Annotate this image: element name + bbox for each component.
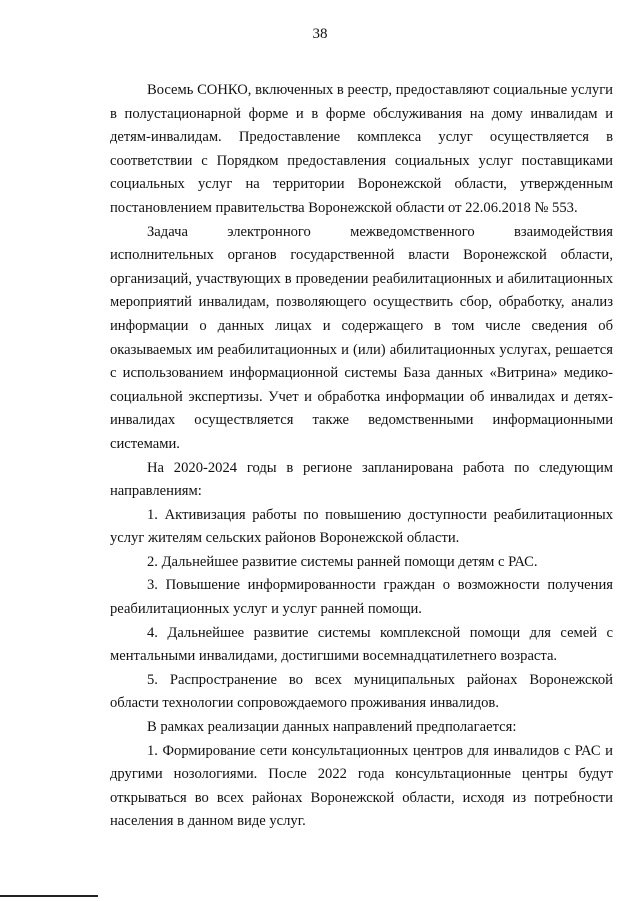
list-item-measure-1: 1. Формирование сети консультационных центров для инвалидов с РАС и другими нозологиями. После 2022 года консультационные центры будут открываться во всех районах Воронежской области, исходя из потребности населения в данном виде услуг. [110, 742, 613, 830]
page-number: 38 [312, 26, 328, 42]
list-item-direction-4: 4. Дальнейшее развитие системы комплексной помощи для семей с ментальными инвалидами, достигшими восемнадцатилетнего возраста. [110, 624, 613, 665]
paragraph-plans-intro: На 2020-2024 годы в регионе запланирована работа по следующим направлениям: [110, 459, 613, 500]
paragraph-electronic-interaction: Задача электронного межведомственного взаимодействия исполнительных органов государственной власти Воронежской области, организаций, участвующих в проведении реабилитационных и абилитационных мероприятий инвалидам, позволяющего осуществить сбор, обработку, анализ информации о данных лицах и содержащего в том числе сведения об оказываемых им реабилитационных и (или) абилитационных услугах, решается с использованием информационной системы База данных «Витрина» медико-социальной экспертизы. Учет и обработка информации об инвалидах и детях-инвалидах осуществляется также ведомственными информационными системами. [110, 223, 613, 452]
list-item-direction-5: 5. Распространение во всех муниципальных районах Воронежской области технологии сопровождаемого проживания инвалидов. [110, 671, 613, 712]
paragraph-implementation-intro: В рамках реализации данных направлений предполагается: [147, 719, 517, 736]
list-item-direction-2: 2. Дальнейшее развитие системы ранней помощи детям с РАС. [147, 553, 538, 570]
footnote-divider [0, 895, 98, 897]
list-item-direction-1: 1. Активизация работы по повышению доступности реабилитационных услуг жителям сельских районов Воронежской области. [110, 506, 613, 547]
document-body [110, 79, 613, 834]
list-item-direction-3: 3. Повышение информированности граждан о возможности получения реабилитационных услуг и услуг ранней помощи. [110, 577, 613, 618]
paragraph-sonko: Восемь СОНКО, включенных в реестр, предоставляют социальные услуги в полустационарной форме и в форме обслуживания на дому инвалидам и детям-инвалидам. Предоставление комплекса услуг осуществляется в соответствии с Порядком предоставления социальных услуг поставщиками социальных услуг на территории Воронежской области, утвержденным постановлением правительства Воронежской области от 22.06.2018 № 553. [110, 82, 613, 216]
